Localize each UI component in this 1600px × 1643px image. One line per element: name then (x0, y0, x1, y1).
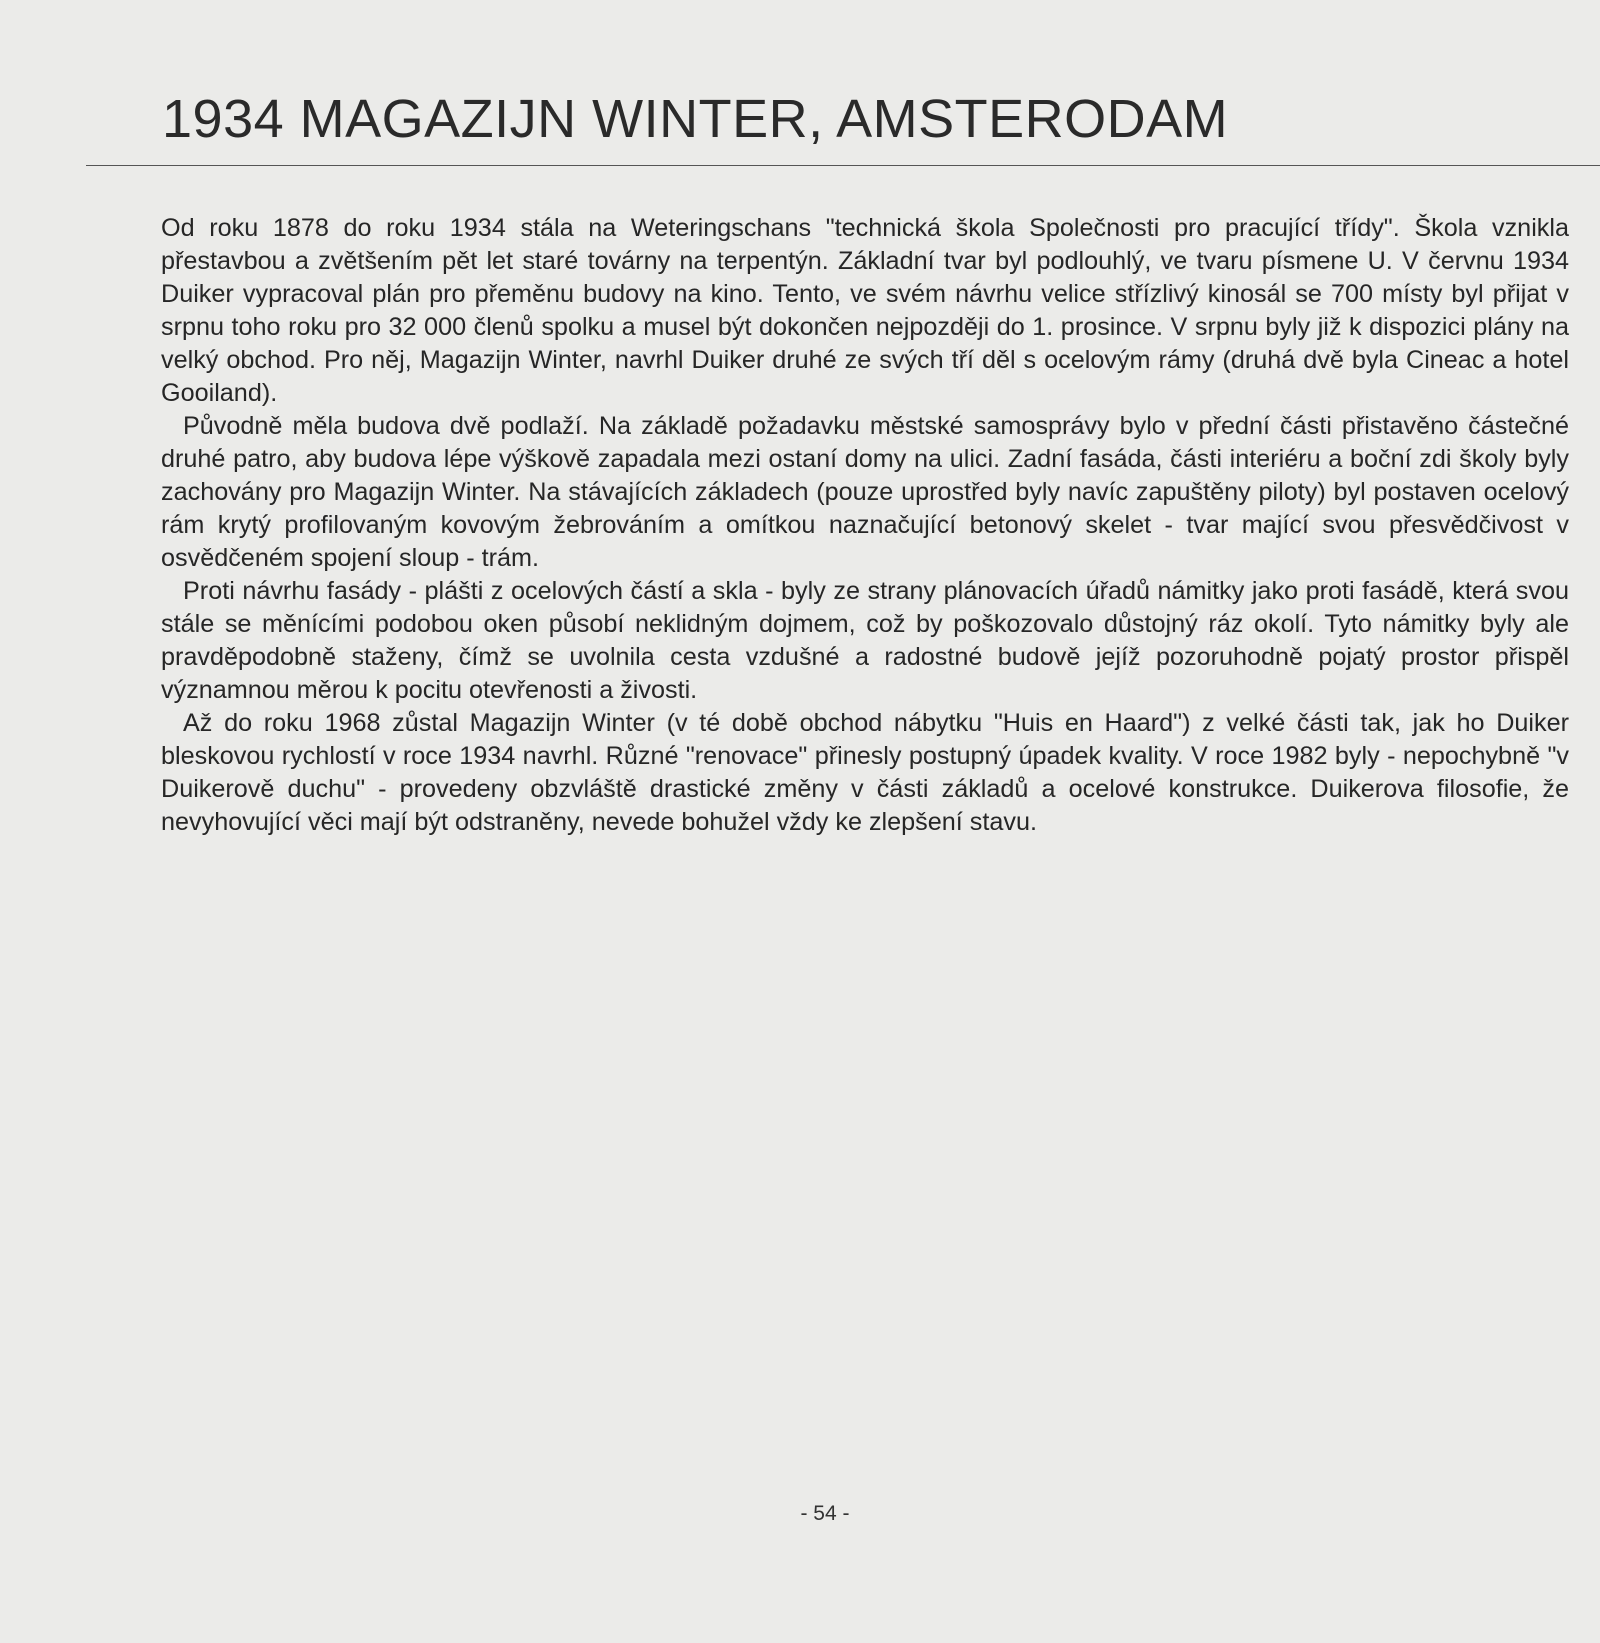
page-number: - 54 - (800, 1502, 850, 1525)
article-body (161, 212, 1569, 839)
page-title: 1934 MAGAZIJN WINTER, AMSTERODAM (162, 89, 1229, 149)
paragraph-2: Původně měla budova dvě podlaží. Na základě požadavku městské samosprávy bylo v přední části přistavěno částečné druhé patro, aby budova lépe výškově zapadala mezi ostaní domy na ulici. Zadní fasáda, části interiéru a boční zdi školy byly zachovány pro Magazijn Winter. Na stávajících základech (pouze uprostřed byly navíc zapuštěny piloty) byl postaven ocelový rám krytý profilovaným kovovým žebrováním a omítkou naznačující betonový skelet - tvar mající svou přesvědčivost v osvědčeném spojení sloup - trám. (161, 412, 1569, 572)
title-divider (86, 165, 1600, 166)
paragraph-4: Až do roku 1968 zůstal Magazijn Winter (v té době obchod nábytku "Huis en Haard") z velké části tak, jak ho Duiker bleskovou rychlostí v roce 1934 navrhl. Různé "renovace" přinesly postupný úpadek kvality. V roce 1982 byly - nepochybně "v Duikerově duchu" - provedeny obzvláště drastické změny v části základů a ocelové konstrukce. Duikerova filosofie, že nevyhovující věci mají být odstraněny, nevede bohužel vždy ke zlepšení stavu. (161, 709, 1569, 836)
paragraph-3: Proti návrhu fasády - plášti z ocelových částí a skla - byly ze strany plánovacích úřadů námitky jako proti fasádě, která svou stále se měnícími podobou oken působí neklidným dojmem, což by poškozovalo důstojný ráz okolí. Tyto námitky byly ale pravděpodobně staženy, čímž se uvolnila cesta vzdušné a radostné budově jejíž pozoruhodně pojatý prostor přispěl významnou měrou k pocitu otevřenosti a živosti. (161, 577, 1569, 704)
paragraph-1: Od roku 1878 do roku 1934 stála na Weteringschans "technická škola Společnosti pro pracující třídy". Škola vznikla přestavbou a zvětšením pět let staré továrny na terpentýn. Základní tvar byl podlouhlý, ve tvaru písmene U. V červnu 1934 Duiker vypracoval plán pro přeměnu budovy na kino. Tento, ve svém návrhu velice střízlivý kinosál se 700 místy byl přijat v srpnu toho roku pro 32 000 členů spolku a musel být dokončen nejpozději do 1. prosince. V srpnu byly již k dispozici plány na velký obchod. Pro něj, Magazijn Winter, navrhl Duiker druhé ze svých tří děl s ocelovým rámy (druhá dvě byla Cineac a hotel Gooiland). (161, 214, 1569, 407)
